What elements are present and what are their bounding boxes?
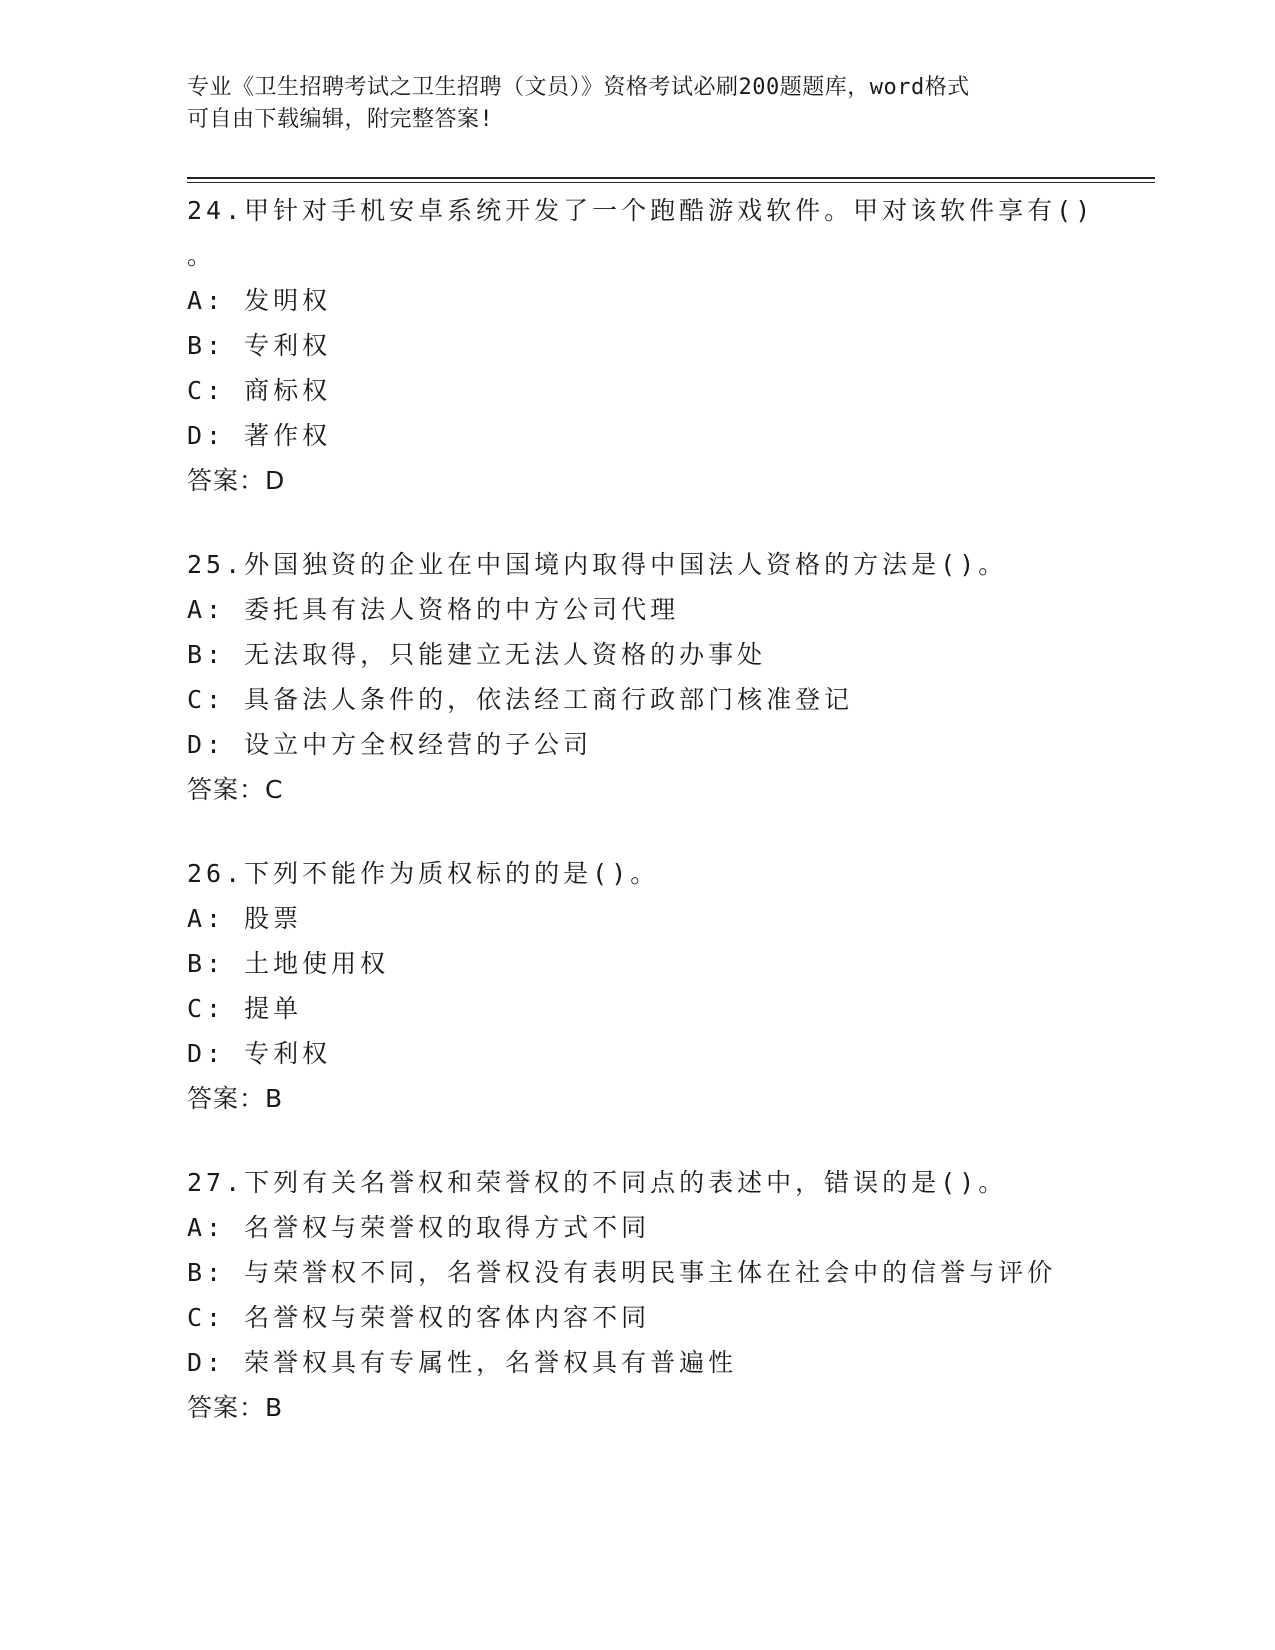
option-c: C: 商标权	[187, 376, 332, 405]
header-line-2: 可自由下载编辑，附完整答案!	[187, 107, 494, 132]
question-stem: 25.外国独资的企业在中国境内取得中国法人资格的方法是()。	[187, 550, 1008, 579]
option-d: D: 著作权	[187, 421, 332, 450]
question-stem: 26.下列不能作为质权标的的是()。	[187, 859, 660, 888]
option-a: A: 委托具有法人资格的中方公司代理	[187, 595, 680, 624]
question-stem: 24.甲针对手机安卓系统开发了一个跑酷游戏软件。甲对该软件享有()	[187, 196, 1095, 225]
question-24	[187, 188, 1137, 503]
question-stem-continued: 。	[187, 241, 217, 270]
header-divider-thick	[187, 177, 1155, 179]
question-list	[187, 188, 1137, 1469]
answer-label: 答案：B	[187, 1393, 284, 1422]
option-b: B: 无法取得，只能建立无法人资格的办事处	[187, 640, 767, 669]
answer-label: 答案：B	[187, 1084, 284, 1113]
option-b: B: 专利权	[187, 331, 332, 360]
option-b: B: 土地使用权	[187, 949, 390, 978]
header-divider-thin	[187, 182, 1155, 183]
question-27	[187, 1160, 1137, 1430]
option-a: A: 名誉权与荣誉权的取得方式不同	[187, 1213, 651, 1242]
option-d: D: 荣誉权具有专属性，名誉权具有普遍性	[187, 1348, 738, 1377]
answer-label: 答案：D	[187, 466, 286, 495]
option-a: A: 股票	[187, 904, 303, 933]
option-b: B: 与荣誉权不同，名誉权没有表明民事主体在社会中的信誉与评价	[187, 1258, 1057, 1287]
document-header	[187, 72, 1087, 136]
option-c: C: 提单	[187, 994, 303, 1023]
option-c: C: 具备法人条件的，依法经工商行政部门核准登记	[187, 685, 854, 714]
question-25	[187, 542, 1137, 812]
question-stem: 27.下列有关名誉权和荣誉权的不同点的表述中，错误的是()。	[187, 1168, 1008, 1197]
question-26	[187, 851, 1137, 1121]
option-a: A: 发明权	[187, 286, 332, 315]
answer-label: 答案：C	[187, 775, 284, 804]
option-d: D: 专利权	[187, 1039, 332, 1068]
option-c: C: 名誉权与荣誉权的客体内容不同	[187, 1303, 651, 1332]
header-line-1: 专业《卫生招聘考试之卫生招聘（文员）》资格考试必刷200题题库，word格式	[187, 75, 970, 100]
option-d: D: 设立中方全权经营的子公司	[187, 730, 593, 759]
